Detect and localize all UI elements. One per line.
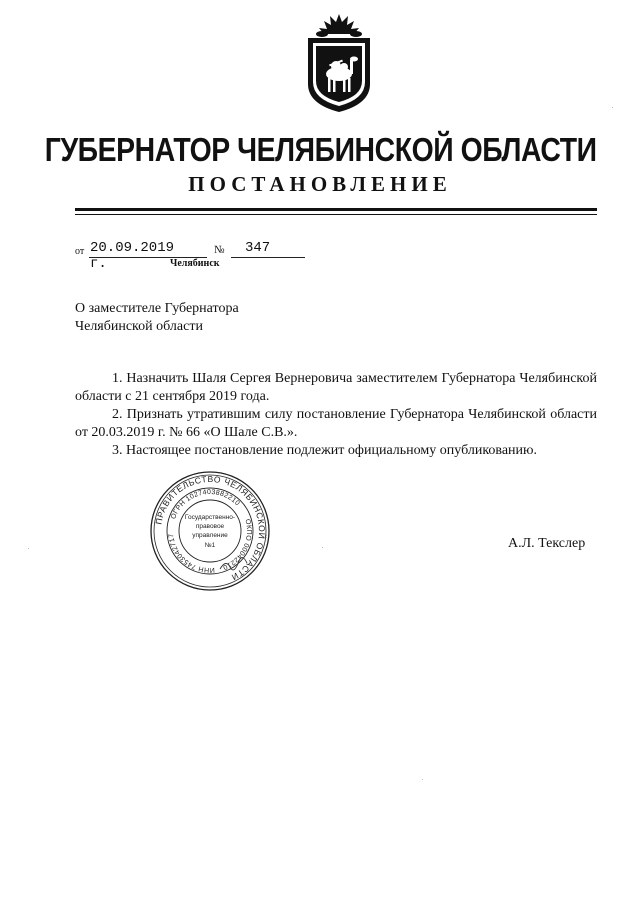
- document-city: Челябинск: [170, 258, 220, 269]
- seal-okpo: ОКПО 00042210: [221, 518, 253, 571]
- body-item: 3. Настоящее постановление подлежит официальному опубликованию.: [112, 443, 537, 458]
- scan-speck: [612, 107, 613, 108]
- seal-center-line: №1: [204, 542, 216, 549]
- subject-line: О заместителе Губернатора: [75, 301, 239, 316]
- header-rule-thick: [75, 208, 597, 211]
- scan-speck: [28, 548, 29, 549]
- official-seal: [148, 469, 272, 593]
- seal-ogrn: ОГРН 1027403882210: [170, 488, 241, 521]
- header-rule-thin: [75, 214, 597, 215]
- number-prefix: №: [214, 244, 225, 256]
- document-type: ПОСТАНОВЛЕНИЕ: [188, 172, 452, 196]
- number-underline: [231, 257, 305, 258]
- date-prefix: от: [75, 246, 85, 257]
- seal-center-line: правовое: [195, 523, 225, 530]
- seal-outer-text: ПРАВИТЕЛЬСТВО ЧЕЛЯБИНСКОЙ ОБЛАСТИ: [153, 473, 268, 583]
- document-date: 20.09.2019 г.: [90, 240, 175, 272]
- signer-name: А.Л. Текслер: [508, 536, 586, 551]
- body-item: 1. Назначить Шаля Сергея Вернеровича заместителем Губернатора Челябинской области с 21 сентября 2019 года.: [75, 371, 597, 404]
- seal-inn: ИНН 7453042717: [168, 533, 215, 574]
- svg-text:ИНН 7453042717: [168, 533, 215, 573]
- coat-of-arms-emblem: [298, 12, 380, 116]
- seal-center-line: управление: [192, 532, 228, 539]
- document-subject: [75, 300, 239, 336]
- scan-speck: [322, 547, 323, 548]
- document-number: 347: [245, 240, 271, 256]
- seal-center-line: Государственно-: [184, 514, 236, 521]
- body-item: 2. Признать утратившим силу постановление Губернатора Челябинской области от 20.03.2019 г. № 66 «О Шале С.В.».: [75, 407, 597, 440]
- document-body: [75, 370, 597, 460]
- scan-speck: [422, 779, 423, 780]
- document-title: ГУБЕРНАТОР ЧЕЛЯБИНСКОЙ ОБЛАСТИ: [44, 131, 597, 168]
- subject-line: Челябинской области: [75, 319, 203, 334]
